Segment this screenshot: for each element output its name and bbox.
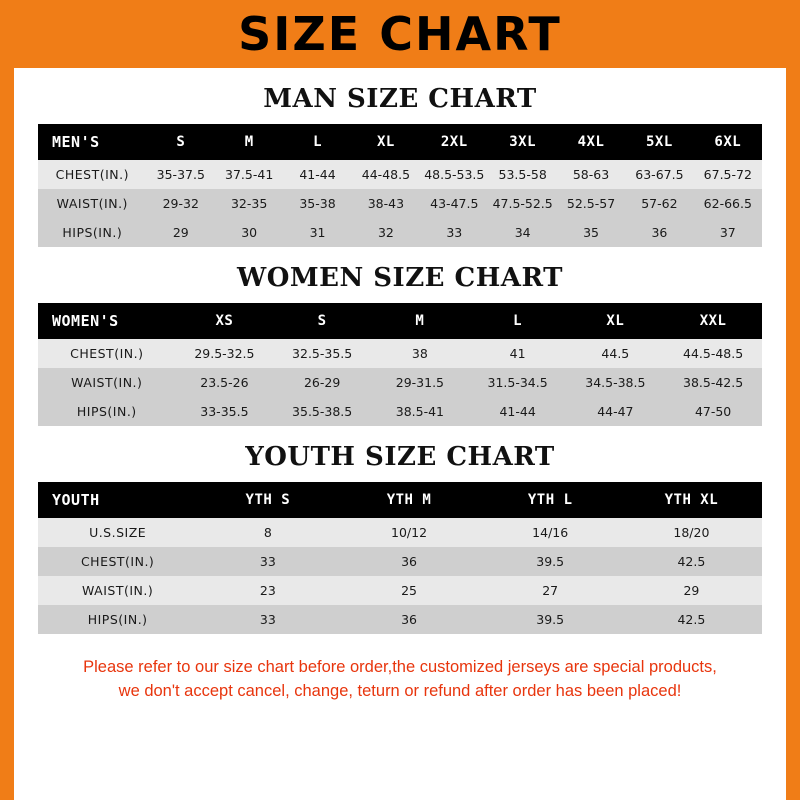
row-label: WAIST(IN.) xyxy=(38,576,197,605)
table-cell: 47.5-52.5 xyxy=(488,189,556,218)
row-label: U.S.SIZE xyxy=(38,518,197,547)
table-cell: 33 xyxy=(197,605,338,634)
table-cell: 37 xyxy=(694,218,762,247)
table-cell: 36 xyxy=(338,605,479,634)
table-man xyxy=(38,124,762,247)
section-title-man: MAN SIZE CHART xyxy=(263,84,537,114)
column-header: YTH XL xyxy=(621,482,762,518)
table-cell: 27 xyxy=(480,576,621,605)
table-cell: 38 xyxy=(371,339,469,368)
column-header: XL xyxy=(566,303,664,339)
table-cell: 67.5-72 xyxy=(694,160,762,189)
column-header: YOUTH xyxy=(38,482,197,518)
content xyxy=(14,84,786,704)
footer-note-line-1: Please refer to our size chart before order,the customized jerseys are special products, xyxy=(83,658,717,676)
table-cell: 34 xyxy=(488,218,556,247)
table-cell: 31.5-34.5 xyxy=(469,368,567,397)
row-label: CHEST(IN.) xyxy=(38,547,197,576)
table-cell: 31 xyxy=(283,218,351,247)
column-header: 5XL xyxy=(625,124,693,160)
column-header: L xyxy=(283,124,351,160)
section-women xyxy=(38,263,762,426)
table-women xyxy=(38,303,762,426)
column-header: 2XL xyxy=(420,124,488,160)
column-header: 6XL xyxy=(694,124,762,160)
table-cell: 63-67.5 xyxy=(625,160,693,189)
table-cell: 32-35 xyxy=(215,189,283,218)
table-cell: 48.5-53.5 xyxy=(420,160,488,189)
column-header: 4XL xyxy=(557,124,625,160)
table-row xyxy=(38,605,762,634)
row-label: WAIST(IN.) xyxy=(38,368,176,397)
table-header-row xyxy=(38,124,762,160)
column-header: YTH L xyxy=(480,482,621,518)
table-head-women xyxy=(38,303,762,339)
table-row xyxy=(38,576,762,605)
table-cell: 8 xyxy=(197,518,338,547)
table-cell: 35.5-38.5 xyxy=(273,397,371,426)
table-cell: 44.5-48.5 xyxy=(664,339,762,368)
section-title-women: WOMEN SIZE CHART xyxy=(237,263,563,293)
table-cell: 62-66.5 xyxy=(694,189,762,218)
table-cell: 38.5-42.5 xyxy=(664,368,762,397)
table-cell: 52.5-57 xyxy=(557,189,625,218)
table-cell: 25 xyxy=(338,576,479,605)
section-title-youth: YOUTH SIZE CHART xyxy=(245,442,555,472)
banner xyxy=(14,0,786,68)
column-header: M xyxy=(215,124,283,160)
row-label: HIPS(IN.) xyxy=(38,605,197,634)
row-label: CHEST(IN.) xyxy=(38,339,176,368)
column-header: XS xyxy=(176,303,274,339)
table-cell: 39.5 xyxy=(480,605,621,634)
table-row xyxy=(38,218,762,247)
table-cell: 58-63 xyxy=(557,160,625,189)
table-cell: 42.5 xyxy=(621,605,762,634)
table-cell: 29.5-32.5 xyxy=(176,339,274,368)
column-header: YTH S xyxy=(197,482,338,518)
table-cell: 44-48.5 xyxy=(352,160,420,189)
table-cell: 53.5-58 xyxy=(488,160,556,189)
table-cell: 39.5 xyxy=(480,547,621,576)
column-header: 3XL xyxy=(488,124,556,160)
column-header: MEN'S xyxy=(38,124,147,160)
column-header: S xyxy=(273,303,371,339)
table-head-youth xyxy=(38,482,762,518)
table-body-youth xyxy=(38,518,762,634)
column-header: YTH M xyxy=(338,482,479,518)
row-label: WAIST(IN.) xyxy=(38,189,147,218)
table-cell: 29 xyxy=(621,576,762,605)
table-cell: 14/16 xyxy=(480,518,621,547)
column-header: M xyxy=(371,303,469,339)
table-youth xyxy=(38,482,762,634)
table-cell: 29 xyxy=(147,218,215,247)
table-head-man xyxy=(38,124,762,160)
section-man xyxy=(38,84,762,247)
table-cell: 41-44 xyxy=(283,160,351,189)
table-cell: 35-38 xyxy=(283,189,351,218)
table-cell: 37.5-41 xyxy=(215,160,283,189)
table-cell: 23.5-26 xyxy=(176,368,274,397)
table-cell: 35 xyxy=(557,218,625,247)
table-cell: 33 xyxy=(197,547,338,576)
table-row xyxy=(38,368,762,397)
table-cell: 38-43 xyxy=(352,189,420,218)
table-cell: 44.5 xyxy=(566,339,664,368)
column-header: L xyxy=(469,303,567,339)
row-label: HIPS(IN.) xyxy=(38,397,176,426)
table-cell: 36 xyxy=(625,218,693,247)
page-title: SIZE CHART xyxy=(238,7,562,61)
row-label: CHEST(IN.) xyxy=(38,160,147,189)
table-cell: 41-44 xyxy=(469,397,567,426)
table-cell: 42.5 xyxy=(621,547,762,576)
table-cell: 10/12 xyxy=(338,518,479,547)
table-row xyxy=(38,189,762,218)
table-header-row xyxy=(38,482,762,518)
column-header: WOMEN'S xyxy=(38,303,176,339)
table-cell: 33 xyxy=(420,218,488,247)
table-row xyxy=(38,518,762,547)
table-cell: 26-29 xyxy=(273,368,371,397)
table-cell: 35-37.5 xyxy=(147,160,215,189)
table-row xyxy=(38,397,762,426)
table-cell: 36 xyxy=(338,547,479,576)
column-header: XL xyxy=(352,124,420,160)
table-row xyxy=(38,339,762,368)
table-cell: 44-47 xyxy=(566,397,664,426)
table-cell: 41 xyxy=(469,339,567,368)
table-row xyxy=(38,160,762,189)
table-body-women xyxy=(38,339,762,426)
table-cell: 30 xyxy=(215,218,283,247)
table-cell: 29-31.5 xyxy=(371,368,469,397)
table-cell: 32.5-35.5 xyxy=(273,339,371,368)
table-cell: 29-32 xyxy=(147,189,215,218)
table-cell: 23 xyxy=(197,576,338,605)
footer-note xyxy=(38,650,762,704)
column-header: XXL xyxy=(664,303,762,339)
section-youth xyxy=(38,442,762,634)
table-cell: 57-62 xyxy=(625,189,693,218)
table-header-row xyxy=(38,303,762,339)
table-cell: 33-35.5 xyxy=(176,397,274,426)
table-body-man xyxy=(38,160,762,247)
table-row xyxy=(38,547,762,576)
table-cell: 47-50 xyxy=(664,397,762,426)
table-cell: 32 xyxy=(352,218,420,247)
column-header: S xyxy=(147,124,215,160)
table-cell: 43-47.5 xyxy=(420,189,488,218)
footer-note-line-2: we don't accept cancel, change, teturn or refund after order has been placed! xyxy=(118,681,682,700)
table-cell: 34.5-38.5 xyxy=(566,368,664,397)
table-cell: 18/20 xyxy=(621,518,762,547)
row-label: HIPS(IN.) xyxy=(38,218,147,247)
table-cell: 38.5-41 xyxy=(371,397,469,426)
